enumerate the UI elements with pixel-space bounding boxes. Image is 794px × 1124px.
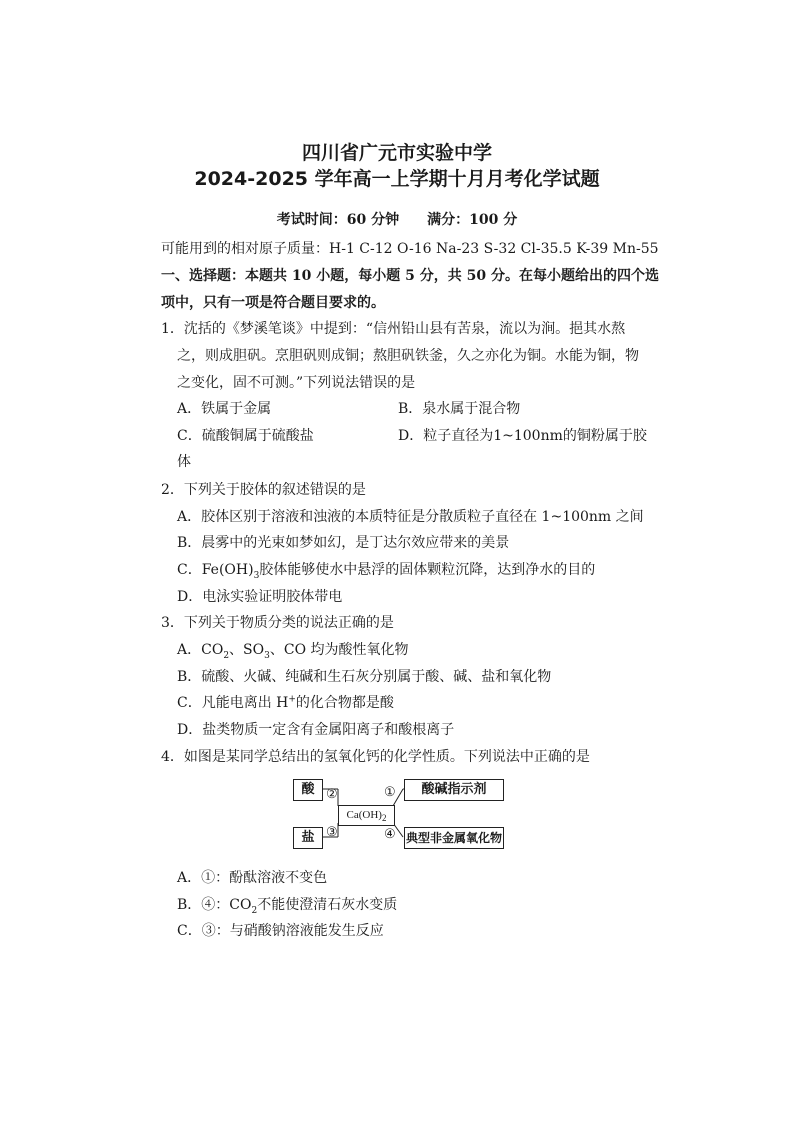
q1-stem-line1: 1．沈括的《梦溪笔谈》中提到：“信州铅山县有苦泉，流以为涧。挹其水熬 bbox=[161, 321, 626, 337]
atomic-masses: 可能用到的相对原子质量：H-1 C-12 O-16 Na-23 S-32 Cl-35.5 K-39 Mn-55 bbox=[161, 241, 659, 257]
exam-info: 考试时间：60 分钟 满分：100 分 bbox=[276, 212, 518, 228]
exam-title-line1: 四川省广元市实验中学 bbox=[301, 142, 492, 164]
q2-option-b: B．晨雾中的光束如梦如幻，是丁达尔效应带来的美景 bbox=[177, 535, 510, 551]
q1-option-d-line2: 体 bbox=[177, 454, 191, 470]
q2-option-a: A．胶体区别于溶液和浊液的本质特征是分散质粒子直径在 1~100nm 之间 bbox=[177, 509, 644, 525]
q3-option-a: A．$CO_2$、$SO_3$、CO 均为酸性氧化物 bbox=[177, 642, 409, 661]
q4-option-a: A．①：酚酞溶液不变色 bbox=[177, 870, 328, 886]
label-circle-2: ② bbox=[326, 787, 338, 802]
acid-box: 酸 bbox=[293, 779, 323, 801]
q3-option-b: B．硫酸、火碱、纯碱和生石灰分别属于酸、碱、盐和氧化物 bbox=[177, 669, 552, 685]
label-circle-1: ① bbox=[384, 785, 396, 800]
q1-option-b: B．泉水属于混合物 bbox=[398, 401, 521, 417]
calcium-hydroxide-box: $Ca(OH)_2$ bbox=[338, 805, 395, 826]
q3-stem: 3．下列关于物质分类的说法正确的是 bbox=[161, 615, 394, 631]
section-heading-line1: 一、选择题：本题共 10 小题，每小题 5 分，共 50 分。在每小题给出的四个选 bbox=[161, 268, 659, 284]
q1-stem-line3: 之变化，固不可测。”下列说法错误的是 bbox=[177, 375, 416, 391]
q2-option-c: C．$Fe(OH)_3$胶体能够使水中悬浮的固体颗粒沉降，达到净水的目的 bbox=[177, 562, 596, 581]
q2-stem: 2．下列关于胶体的叙述错误的是 bbox=[161, 482, 366, 498]
q2-option-d: D．电泳实验证明胶体带电 bbox=[177, 589, 343, 605]
exam-title-line2: 2024-2025 学年高一上学期十月月考化学试题 bbox=[194, 168, 600, 190]
calcium-hydroxide-diagram bbox=[290, 775, 510, 855]
nonmetal-oxide-box: 典型非金属氧化物 bbox=[404, 827, 504, 849]
q1-option-a: A．铁属于金属 bbox=[177, 401, 272, 417]
q3-option-c: C．凡能电离出 H+的化合物都是酸 bbox=[177, 694, 394, 711]
q4-stem: 4．如图是某同学总结出的氢氧化钙的化学性质。下列说法中正确的是 bbox=[161, 749, 590, 765]
q1-option-d-line1: D．粒子直径为1~100nm的铜粉属于胶 bbox=[398, 428, 647, 444]
acid-base-indicator-box: 酸碱指示剂 bbox=[404, 779, 504, 801]
q1-stem-line2: 之，则成胆矾。烹胆矾则成铜；熬胆矾铁釜，久之亦化为铜。水能为铜，物 bbox=[177, 348, 639, 364]
q3-option-d: D．盐类物质一定含有金属阳离子和酸根离子 bbox=[177, 722, 455, 738]
label-circle-3: ③ bbox=[326, 825, 338, 840]
section-heading-line2: 项中，只有一项是符合题目要求的。 bbox=[161, 295, 385, 311]
label-circle-4: ④ bbox=[384, 827, 396, 842]
q4-option-b: B．④：$CO_2$不能使澄清石灰水变质 bbox=[177, 897, 398, 916]
q4-option-c: C．③：与硝酸钠溶液能发生反应 bbox=[177, 923, 384, 939]
q1-option-c: C．硫酸铜属于硫酸盐 bbox=[177, 428, 314, 444]
salt-box: 盐 bbox=[293, 827, 323, 849]
